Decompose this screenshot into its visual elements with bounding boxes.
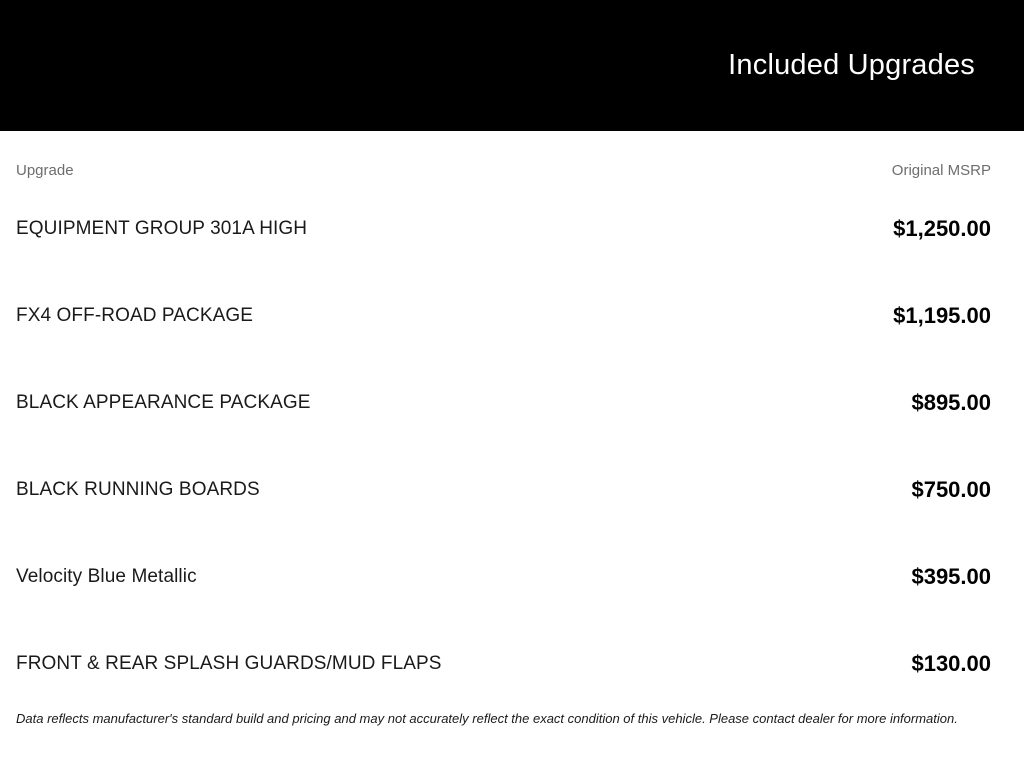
upgrade-price: $130.00 [911,650,991,676]
upgrade-price: $395.00 [911,563,991,589]
table-row [0,620,1024,707]
upgrade-name: FRONT & REAR SPLASH GUARDS/MUD FLAPS [16,652,442,674]
upgrade-price: $895.00 [911,389,991,415]
table-row [0,272,1024,359]
table-row [0,359,1024,446]
table-row [0,446,1024,533]
page-title: Included Upgrades [728,49,975,81]
upgrade-name: BLACK RUNNING BOARDS [16,478,260,500]
included-upgrades-panel [0,131,1024,726]
column-header-msrp: Original MSRP [891,162,991,179]
table-column-headers [0,131,1024,180]
upgrade-price: $1,250.00 [893,215,991,241]
upgrades-table [0,185,1024,707]
column-header-upgrade: Upgrade [16,162,74,179]
header-bar [0,0,1024,131]
table-row [0,533,1024,620]
upgrade-price: $750.00 [911,476,991,502]
table-row [0,185,1024,272]
upgrade-name: BLACK APPEARANCE PACKAGE [16,391,311,413]
upgrade-price: $1,195.00 [893,302,991,328]
upgrade-name: EQUIPMENT GROUP 301A HIGH [16,217,308,239]
upgrade-name: Velocity Blue Metallic [16,565,197,587]
disclaimer-text: Data reflects manufacturer's standard build and pricing and may not accurately reflect the exact condition of this vehicle. Please contact dealer for more information. [16,711,958,726]
upgrade-name: FX4 OFF-ROAD PACKAGE [16,304,254,326]
